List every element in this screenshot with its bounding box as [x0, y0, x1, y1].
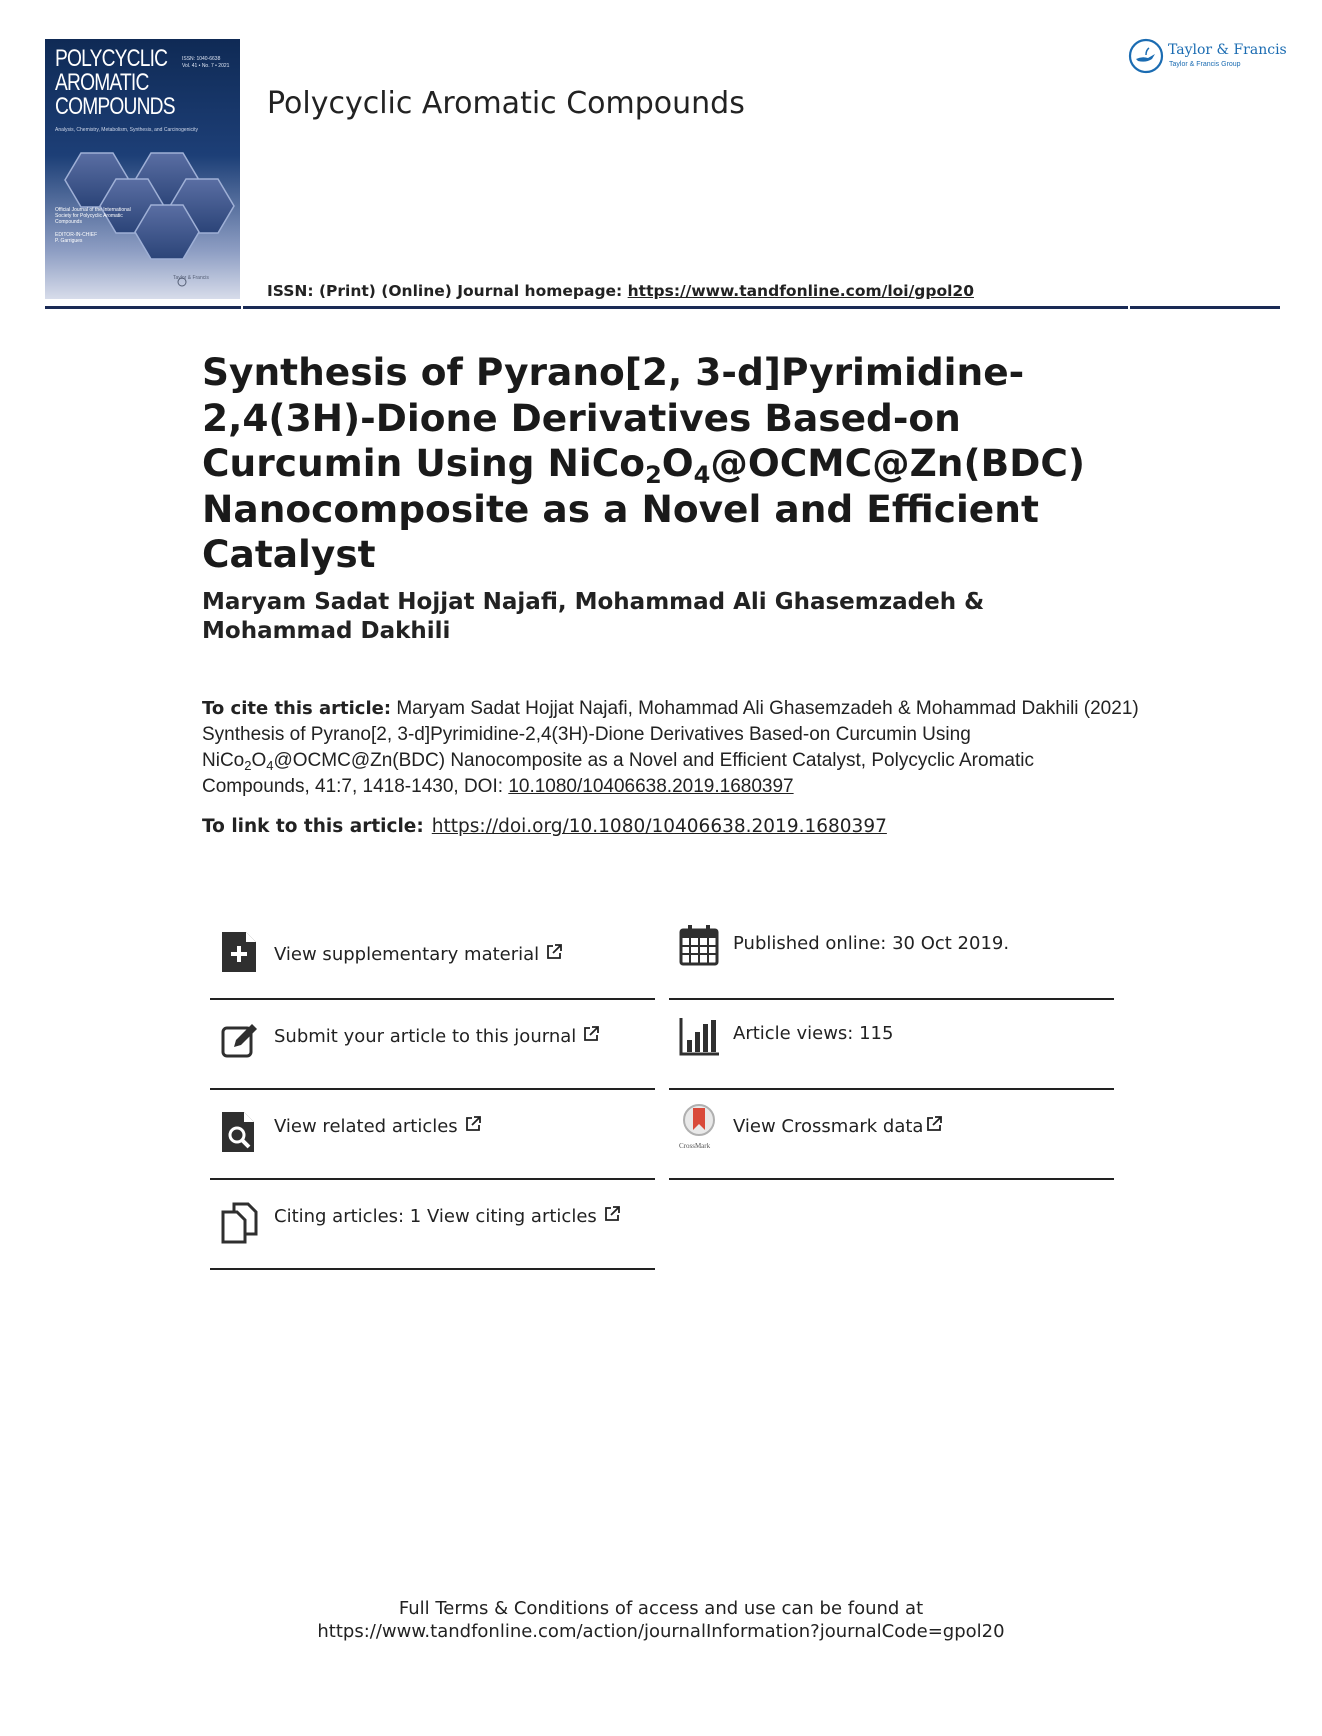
supplementary-label[interactable]: View supplementary material: [274, 943, 563, 965]
article-doi-url-link[interactable]: https://doi.org/10.1080/10406638.2019.1680397: [431, 816, 887, 837]
cover-editor: EDITOR-IN-CHIEF P. Garrigues: [55, 232, 98, 244]
journal-homepage-link[interactable]: https://www.tandfonline.com/loi/gpol20: [627, 282, 974, 300]
cover-title: POLYCYCLIC AROMATIC COMPOUNDS: [55, 45, 175, 120]
journal-name: Polycyclic Aromatic Compounds: [267, 86, 745, 121]
external-link-icon: [545, 943, 563, 961]
article-views-item: [669, 1000, 1114, 1090]
article-authors: Maryam Sadat Hojjat Najafi, Mohammad Ali Ghasemzadeh & Mohammad Dakhili: [202, 589, 985, 644]
header-divider: [45, 306, 1280, 309]
issn-line: [267, 282, 974, 300]
calendar-icon: [679, 924, 719, 968]
citing-label[interactable]: Citing articles: 1 View citing articles: [274, 1205, 621, 1227]
lamp-logo-icon: [1128, 38, 1164, 74]
file-search-icon: [220, 1110, 260, 1154]
crossmark-caption: CrossMark: [679, 1142, 711, 1150]
journal-cover-image: [45, 39, 240, 299]
bar-chart-icon: [679, 1014, 719, 1058]
published-date: Published online: 30 Oct 2019.: [733, 933, 1010, 954]
article-views: Article views: 115: [733, 1023, 894, 1044]
publisher-group: Taylor & Francis Group: [1169, 61, 1241, 68]
edit-square-icon: [220, 1020, 260, 1064]
publisher-name: Taylor & Francis: [1168, 42, 1287, 58]
footer-line-1: Full Terms & Conditions of access and use can be found at: [398, 1598, 924, 1619]
copy-files-icon: [220, 1200, 260, 1244]
citation-block: To cite this article: Maryam Sadat Hojjat Najafi, Mohammad Ali Ghasemzadeh & Mohammad Dakhili (2021) Synthesis of Pyrano[2, 3-d]Pyrimidine-2,4(3H)-Dione Derivatives Based-on Curcumin Using $NiCo_2O_4@OCMC@Zn(BDC)$ Nanocomposite as a Novel and Efficient Catalyst, Polycyclic Aromatic Compounds, 41:7, 1418-1430, DOI: 10.1080/10406638.2019.1680397: [202, 698, 1139, 797]
external-link-icon: [925, 1115, 943, 1133]
citing-articles-item[interactable]: [210, 1180, 655, 1270]
supplementary-material-item[interactable]: [210, 910, 655, 1000]
external-link-icon: [582, 1025, 600, 1043]
cover-subtitle: Analysis, Chemistry, Metabolism, Synthesis, and Carcinogenicity: [55, 127, 199, 133]
related-label[interactable]: View related articles: [274, 1115, 482, 1137]
footer-terms: [0, 1597, 1322, 1643]
citation-label: To cite this article:: [202, 698, 392, 719]
file-plus-icon: [220, 930, 260, 974]
related-articles-item[interactable]: [210, 1090, 655, 1180]
external-link-icon: [603, 1205, 621, 1223]
cover-issn: ISSN: 1040-6638 Vol. 41 • No. 7 • 2021: [182, 56, 230, 69]
external-link-icon: [464, 1115, 482, 1133]
crossmark-item[interactable]: [669, 1090, 1114, 1180]
link-label: To link to this article:: [202, 816, 424, 837]
crossmark-label[interactable]: View Crossmark data: [733, 1115, 943, 1137]
published-online-item: [669, 910, 1114, 1000]
doi-link[interactable]: 10.1080/10406638.2019.1680397: [508, 776, 794, 797]
article-title: Synthesis of Pyrano[2, 3-d]Pyrimidine-2,4(3H)-Dione Derivatives Based-on Curcumin Using $NiCo_2O_4@OCMC@Zn(BDC)$ Nanocomposite as a Novel and Efficient Catalyst: [202, 350, 1085, 576]
divider-gap: [1128, 306, 1130, 309]
article-link-line: [202, 816, 887, 837]
divider-gap: [241, 306, 243, 309]
cover-official-text: Official Journal of the International Society for Polycyclic Aromatic Compounds: [55, 207, 131, 225]
cover-publisher: Taylor & Francis: [173, 275, 209, 281]
issn-prefix: ISSN: (Print) (Online) Journal homepage:: [267, 282, 628, 300]
submit-label[interactable]: Submit your article to this journal: [274, 1025, 600, 1047]
footer-terms-link[interactable]: https://www.tandfonline.com/action/journalInformation?journalCode=gpol20: [317, 1621, 1005, 1642]
publisher-logo[interactable]: [1128, 38, 1288, 78]
submit-article-item[interactable]: [210, 1000, 655, 1090]
